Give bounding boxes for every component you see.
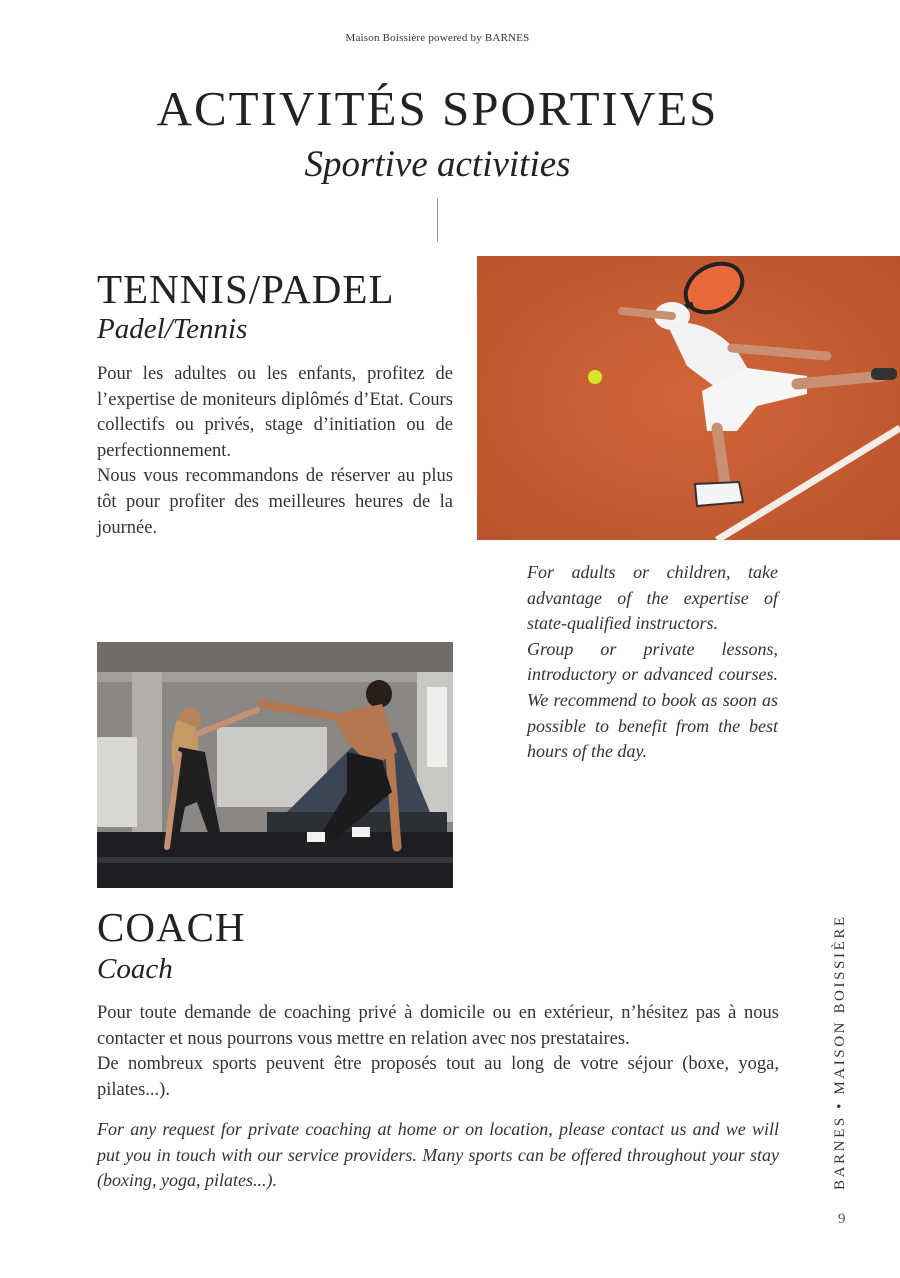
header-brand: Maison Boissière powered by BARNES <box>345 32 530 44</box>
coach-body-fr <box>97 1001 779 1103</box>
tennis-body-en-paragraph: Group or private lessons, introductory or advanced courses. We recommend to book as soon as possible to benefit from the best hours of the day. <box>527 638 778 762</box>
coach-body-fr-paragraph: De nombreux sports peuvent être proposés tout au long de votre séjour (boxe, yoga, pilates...). <box>97 1054 779 1100</box>
tennis-player-illustration <box>477 256 900 540</box>
tennis-body-en-paragraph: For adults or children, take advantage of the expertise of state-qualified instructors. <box>527 562 778 634</box>
tennis-body-fr-paragraph: Pour les adultes ou les enfants, profitez de l’expertise de moniteurs diplômés d’Etat. Cours collectifs ou privés, stage d’initiation ou de perfectionnement. <box>97 364 453 461</box>
tennis-body-en <box>527 560 778 765</box>
coach-body-fr-paragraph: Pour toute demande de coaching privé à domicile ou en extérieur, n’hésitez pas à nous contacter et nous pourrons vous mettre en relation avec nos prestataires. <box>97 1003 779 1049</box>
gym-illustration <box>97 642 453 888</box>
tennis-player-image <box>477 256 900 540</box>
page-title: ACTIVITÉS SPORTIVES <box>156 81 719 136</box>
gym-high-five-image <box>97 642 453 888</box>
tennis-subtitle: Padel/Tennis <box>97 313 248 345</box>
coach-subtitle: Coach <box>97 953 173 985</box>
page-number: 9 <box>838 1211 846 1227</box>
side-brand-text: BARNES • MAISON BOISSIÈRE <box>832 914 848 1190</box>
coach-body-en: For any request for private coaching at home or on location, please contact us and we will put you in touch with our service providers. Many sports can be offered throughout your stay (boxing, yoga, pilates...). <box>97 1119 779 1191</box>
tennis-body-fr-paragraph: Nous vous recommandons de réserver au plus tôt pour profiter des meilleures heures de la journée. <box>97 466 453 538</box>
coach-title: COACH <box>97 904 246 950</box>
page-subtitle: Sportive activities <box>304 144 571 185</box>
tennis-title: TENNIS/PADEL <box>97 266 395 312</box>
tennis-body-fr <box>97 362 453 541</box>
divider-line <box>437 198 438 242</box>
